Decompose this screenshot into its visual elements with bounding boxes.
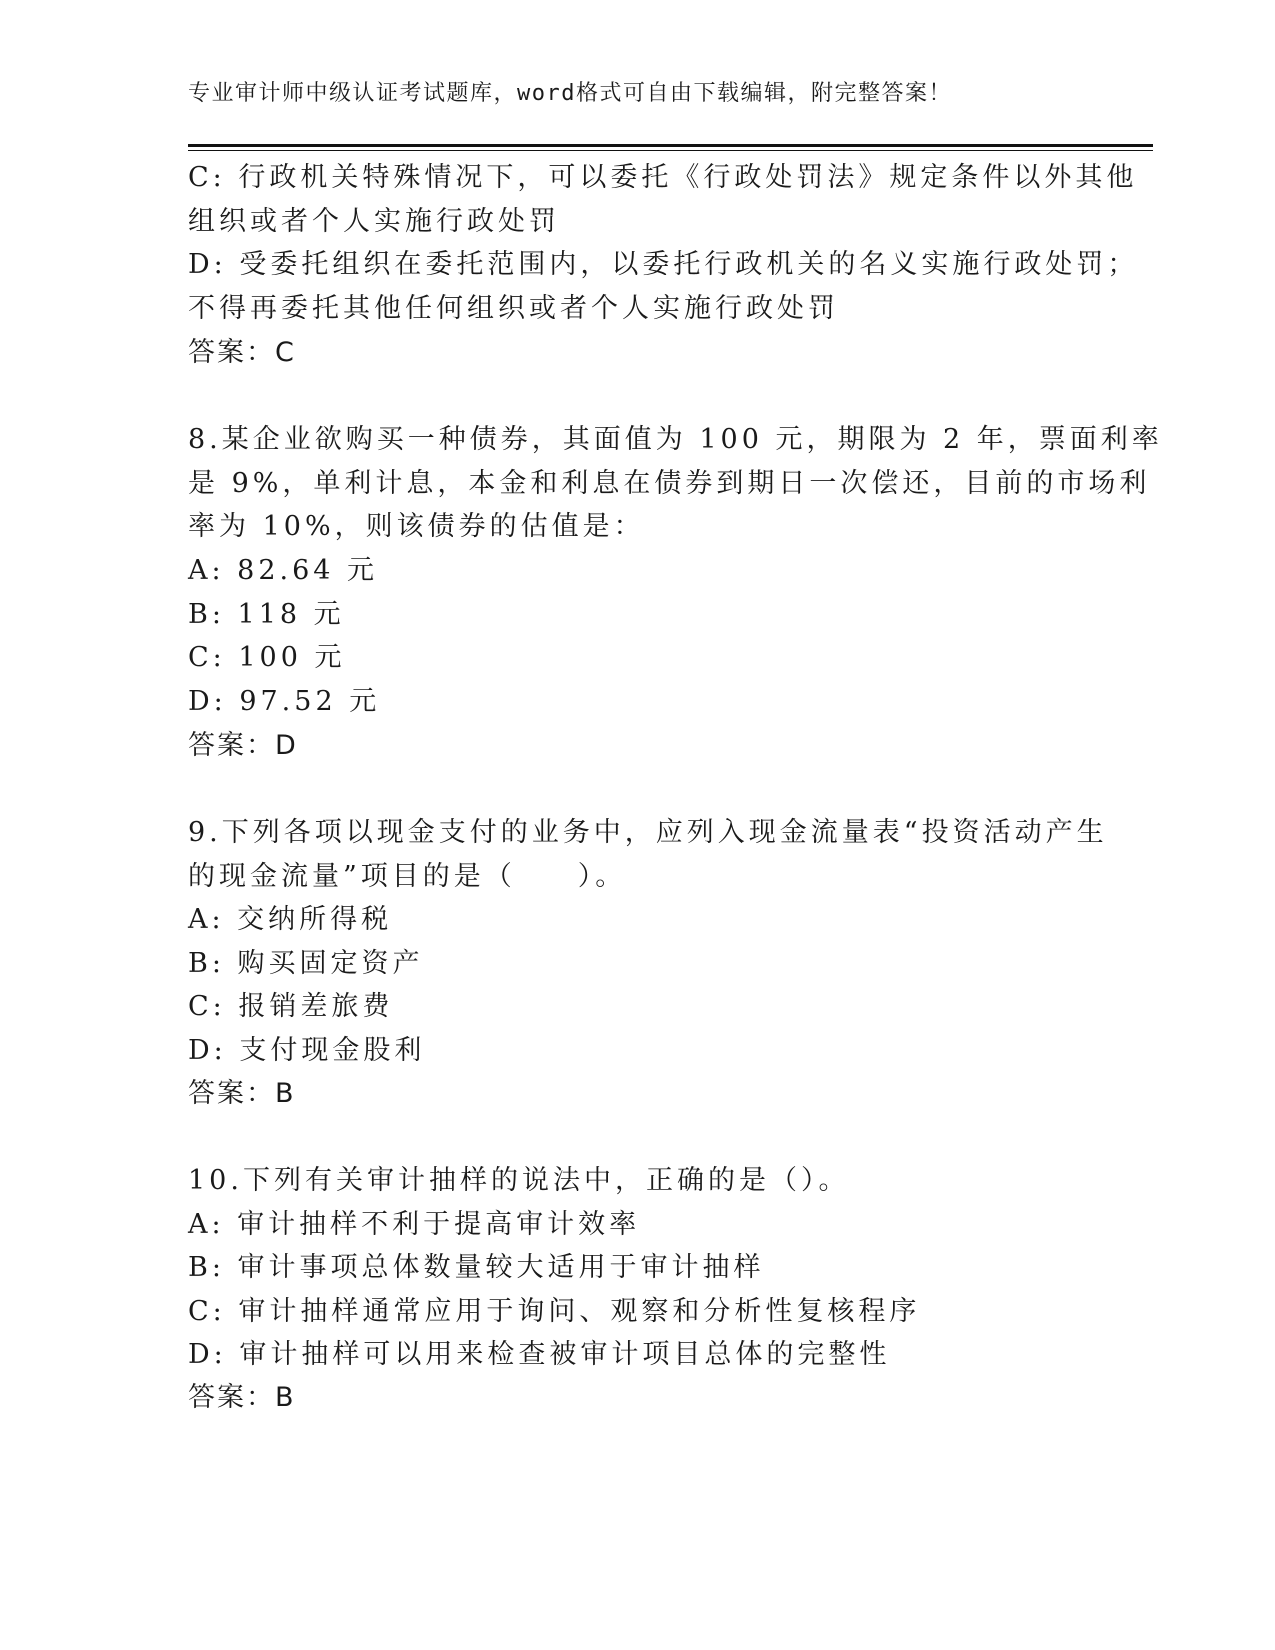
page-header: 专业审计师中级认证考试题库，word格式可自由下载编辑，附完整答案！ (188, 81, 952, 106)
q9-stem-cont: 的现金流量”项目的是（ ）。 (188, 861, 627, 892)
q8-option-b: B: 118 元 (188, 599, 345, 630)
q8-stem-cont-1: 是 9%，单利计息，本金和利息在债券到期日一次偿还，目前的市场利 (188, 468, 1151, 499)
q10-option-b: B: 审计事项总体数量较大适用于审计抽样 (188, 1252, 765, 1283)
q9-option-b: B: 购买固定资产 (188, 948, 424, 979)
header-rule-thick (188, 144, 1153, 147)
q8-stem-cont-2: 率为 10%，则该债券的估值是： (188, 511, 645, 542)
q8-option-d: D: 97.52 元 (188, 686, 381, 717)
q9-option-a: A: 交纳所得税 (188, 904, 393, 935)
q9-option-c: C: 报销差旅费 (188, 991, 394, 1022)
q8-stem: 8.某企业欲购买一种债券，其面值为 100 元，期限为 2 年，票面利率 (188, 424, 1163, 455)
q10-stem: 10.下列有关审计抽样的说法中，正确的是（）。 (188, 1165, 850, 1196)
q7-option-d: D: 受委托组织在委托范围内，以委托行政机关的名义实施行政处罚； (188, 249, 1139, 280)
q8-answer: 答案：D (188, 730, 298, 761)
q10-answer: 答案：B (188, 1382, 296, 1413)
q9-stem: 9.下列各项以现金支付的业务中，应列入现金流量表“投资活动产生 (188, 817, 1108, 848)
q8-option-a: A: 82.64 元 (188, 555, 379, 586)
q7-option-d-cont: 不得再委托其他任何组织或者个人实施行政处罚 (188, 293, 839, 324)
header-rule-thin (188, 150, 1153, 151)
q7-option-c: C: 行政机关特殊情况下，可以委托《行政处罚法》规定条件以外其他 (188, 162, 1138, 193)
q10-option-c: C: 审计抽样通常应用于询问、观察和分析性复核程序 (188, 1296, 921, 1327)
q10-option-a: A: 审计抽样不利于提高审计效率 (188, 1209, 641, 1240)
q7-answer: 答案：C (188, 337, 296, 368)
q9-option-d: D: 支付现金股利 (188, 1035, 426, 1066)
q9-answer: 答案：B (188, 1078, 296, 1109)
q10-option-d: D: 审计抽样可以用来检查被审计项目总体的完整性 (188, 1339, 891, 1370)
q8-option-c: C: 100 元 (188, 642, 346, 673)
q7-option-c-cont: 组织或者个人实施行政处罚 (188, 206, 560, 237)
